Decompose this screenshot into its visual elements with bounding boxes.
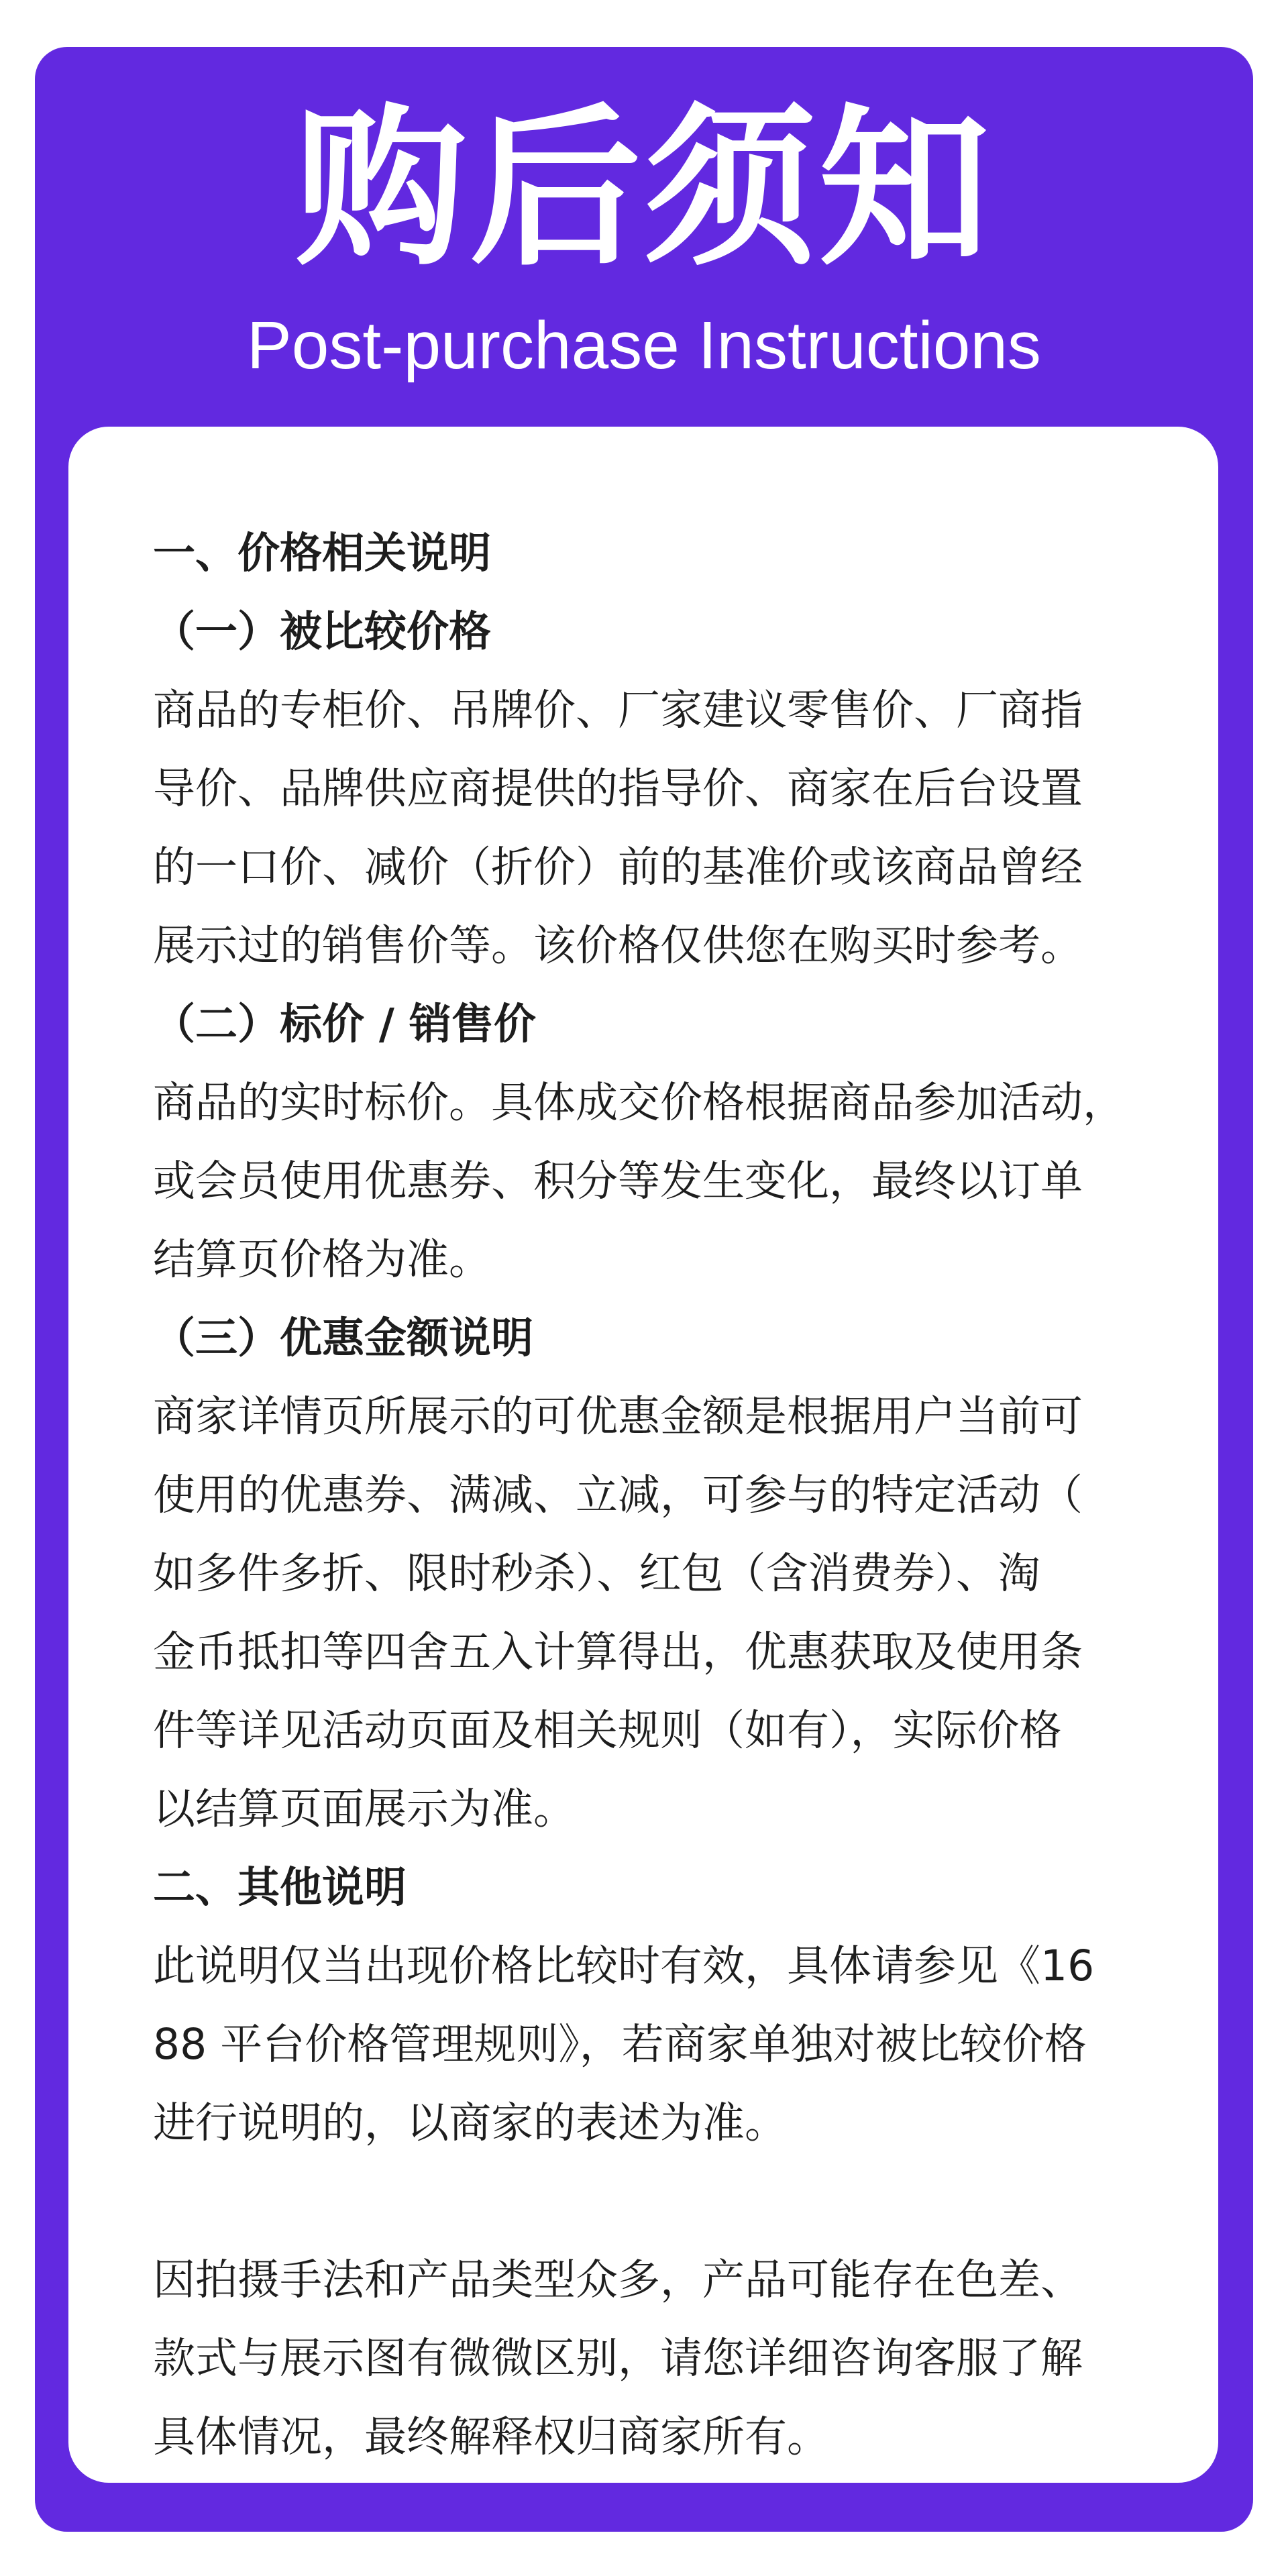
- paragraph-line: 88 平台价格管理规则》，若商家单独对被比较价格: [153, 2020, 1087, 2069]
- paragraph-line: 因拍摄手法和产品类型众多，产品可能存在色差、: [153, 2255, 1083, 2304]
- paragraph-line: 款式与展示图有微微区别，请您详细咨询客服了解: [153, 2334, 1083, 2383]
- paragraph-line: 件等详见活动页面及相关规则（如有），实际价格: [153, 1706, 1062, 1755]
- paragraph-line: 商品的专柜价、吊牌价、厂家建议零售价、厂商指: [153, 686, 1083, 735]
- section-heading-other: 二、其他说明: [153, 1863, 407, 1912]
- paragraph-line: 金币抵扣等四舍五入计算得出，优惠获取及使用条: [153, 1627, 1083, 1676]
- page-title: 购后须知: [294, 89, 993, 289]
- paragraph-line: 使用的优惠券、满减、立减，可参与的特定活动（: [153, 1470, 1083, 1519]
- paragraph-line: 进行说明的，以商家的表述为准。: [153, 2098, 787, 2147]
- paragraph-line: 商家详情页所展示的可优惠金额是根据用户当前可: [153, 1392, 1083, 1441]
- section-heading-price: 一、价格相关说明: [153, 529, 491, 578]
- instructions-card: [68, 427, 1218, 2483]
- subheading-discount: （三）优惠金额说明: [153, 1313, 533, 1362]
- subheading-sale-price: （二）标价 / 销售价: [153, 1000, 536, 1049]
- header-panel: [35, 47, 1253, 2532]
- paragraph-line: 的一口价、减价（折价）前的基准价或该商品曾经: [153, 843, 1083, 892]
- subheading-compared-price: （一）被比较价格: [153, 607, 491, 656]
- paragraph-line: 此说明仅当出现价格比较时有效，具体请参见《16: [153, 1941, 1095, 1990]
- paragraph-line: 具体情况，最终解释权归商家所有。: [153, 2412, 829, 2461]
- paragraph-line: 展示过的销售价等。该价格仅供您在购买时参考。: [153, 921, 1083, 970]
- paragraph-line: 如多件多折、限时秒杀）、红包（含消费券）、淘: [153, 1549, 1040, 1598]
- paragraph-line: 以结算页面展示为准。: [153, 1784, 576, 1833]
- paragraph-line: 或会员使用优惠券、积分等发生变化，最终以订单: [153, 1157, 1083, 1205]
- paragraph-line: 导价、品牌供应商提供的指导价、商家在后台设置: [153, 764, 1083, 813]
- paragraph-line: 结算页价格为准。: [153, 1235, 491, 1284]
- page-subtitle: Post-purchase Instructions: [247, 308, 1041, 383]
- paragraph-line: 商品的实时标价。具体成交价格根据商品参加活动，: [153, 1078, 1125, 1127]
